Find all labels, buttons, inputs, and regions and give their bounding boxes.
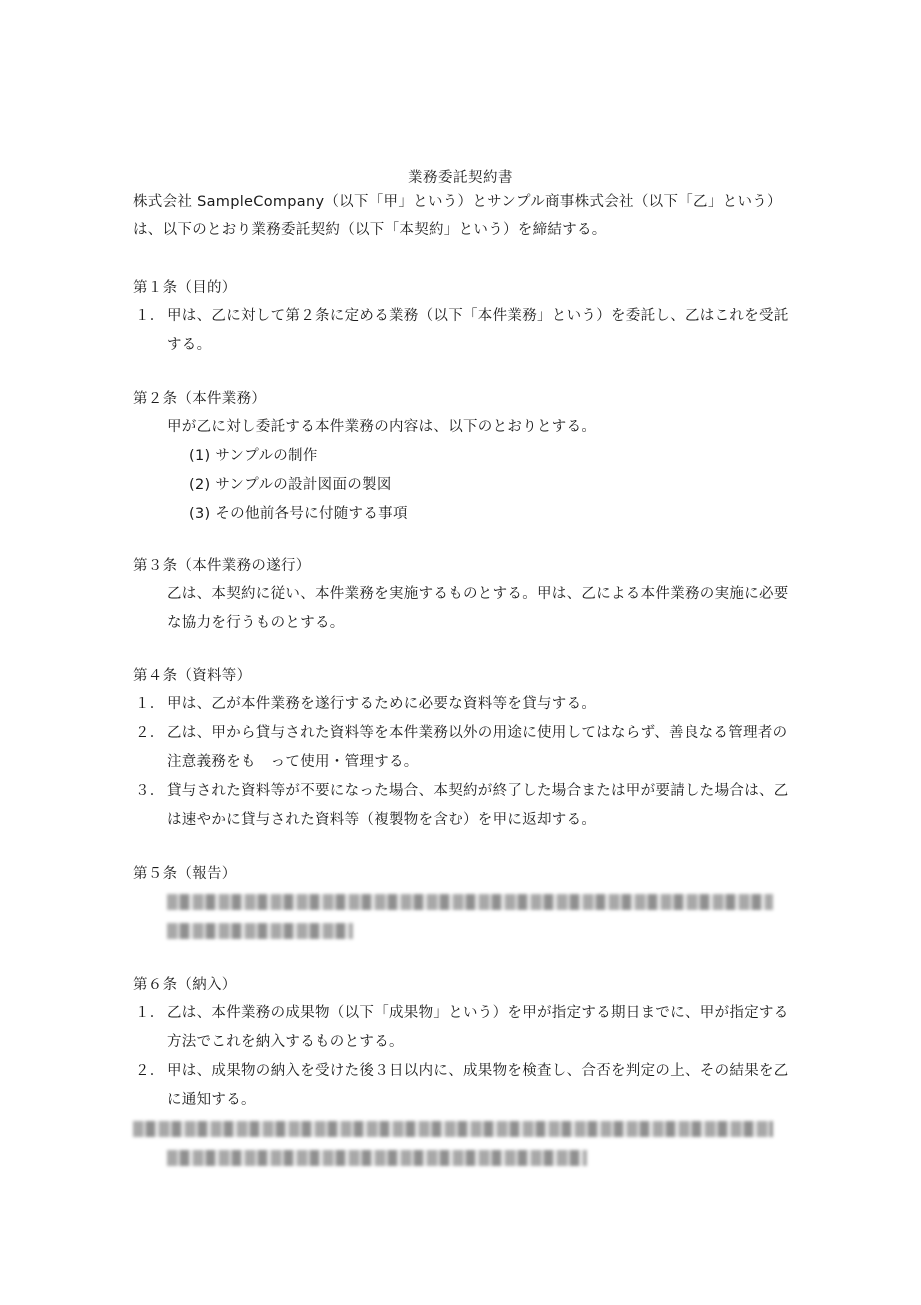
clause-number: ２． [135,1063,165,1079]
clause-text: 甲は、乙に対して第２条に定める業務（以下「本件業務」という）を委託し、乙はこれを受託する。 [167,308,789,353]
clause-text: 乙は、甲から貸与された資料等を本件業務以外の用途に使用してはならず、善良なる管理者の注意義務をも って使用・管理する。 [167,725,788,770]
clause-item [133,777,793,835]
sub-item: (1) サンプルの制作 [189,448,318,464]
clause-text: 甲は、乙が本件業務を遂行するために必要な資料等を貸与する。 [167,696,597,712]
redacted-text [133,1121,773,1137]
article-6 [133,971,793,1166]
intro-paragraph: 株式会社 SampleCompany（以下「甲」という）とサンプル商事株式会社（以下「乙」という）は、以下のとおり業務委託契約（以下「本契約」という）を締結する。 [133,194,782,238]
clause-item [133,999,793,1057]
article-4 [133,662,793,835]
clause-item [133,719,793,777]
redacted-text [167,923,353,939]
redacted-text [167,894,773,910]
article-body: 甲が乙に対し委託する本件業務の内容は、以下のとおりとする。 [167,419,597,435]
clause-number: １． [135,696,165,712]
clause-number: ３． [135,783,165,799]
clause-number: ２． [135,725,165,741]
article-heading: 第３条（本件業務の遂行） [133,558,311,574]
article-3 [133,552,793,638]
clause-number: １． [135,1005,165,1021]
redacted-text [167,1150,587,1166]
clause-number: １． [135,308,165,324]
article-heading: 第１条（目的） [133,280,237,296]
sub-item: (3) その他前各号に付随する事項 [189,506,408,522]
clause-text: 貸与された資料等が不要になった場合、本契約が終了した場合または甲が要請した場合は、乙は速やかに貸与された資料等（複製物を含む）を甲に返却する。 [167,783,789,828]
sub-item: (2) サンプルの設計図面の製図 [189,477,392,493]
article-2 [133,385,793,529]
article-heading: 第５条（報告） [133,866,237,882]
article-heading: 第２条（本件業務） [133,391,267,407]
clause-text: 甲は、成果物の納入を受けた後３日以内に、成果物を検査し、合否を判定の上、その結果を乙に通知する。 [167,1063,789,1108]
article-5 [133,860,793,939]
clause-text: 乙は、本件業務の成果物（以下「成果物」という）を甲が指定する期日までに、甲が指定する方法でこれを納入するものとする。 [167,1005,789,1050]
clause-item [133,690,793,719]
article-body: 乙は、本契約に従い、本件業務を実施するものとする。甲は、乙による本件業務の実施に必要な協力を行うものとする。 [167,586,789,631]
article-1 [133,274,793,360]
document-title: 業務委託契約書 [408,170,513,186]
clause-item [133,302,793,360]
article-heading: 第６条（納入） [133,977,237,993]
clause-item [133,1057,793,1115]
article-heading: 第４条（資料等） [133,668,252,684]
